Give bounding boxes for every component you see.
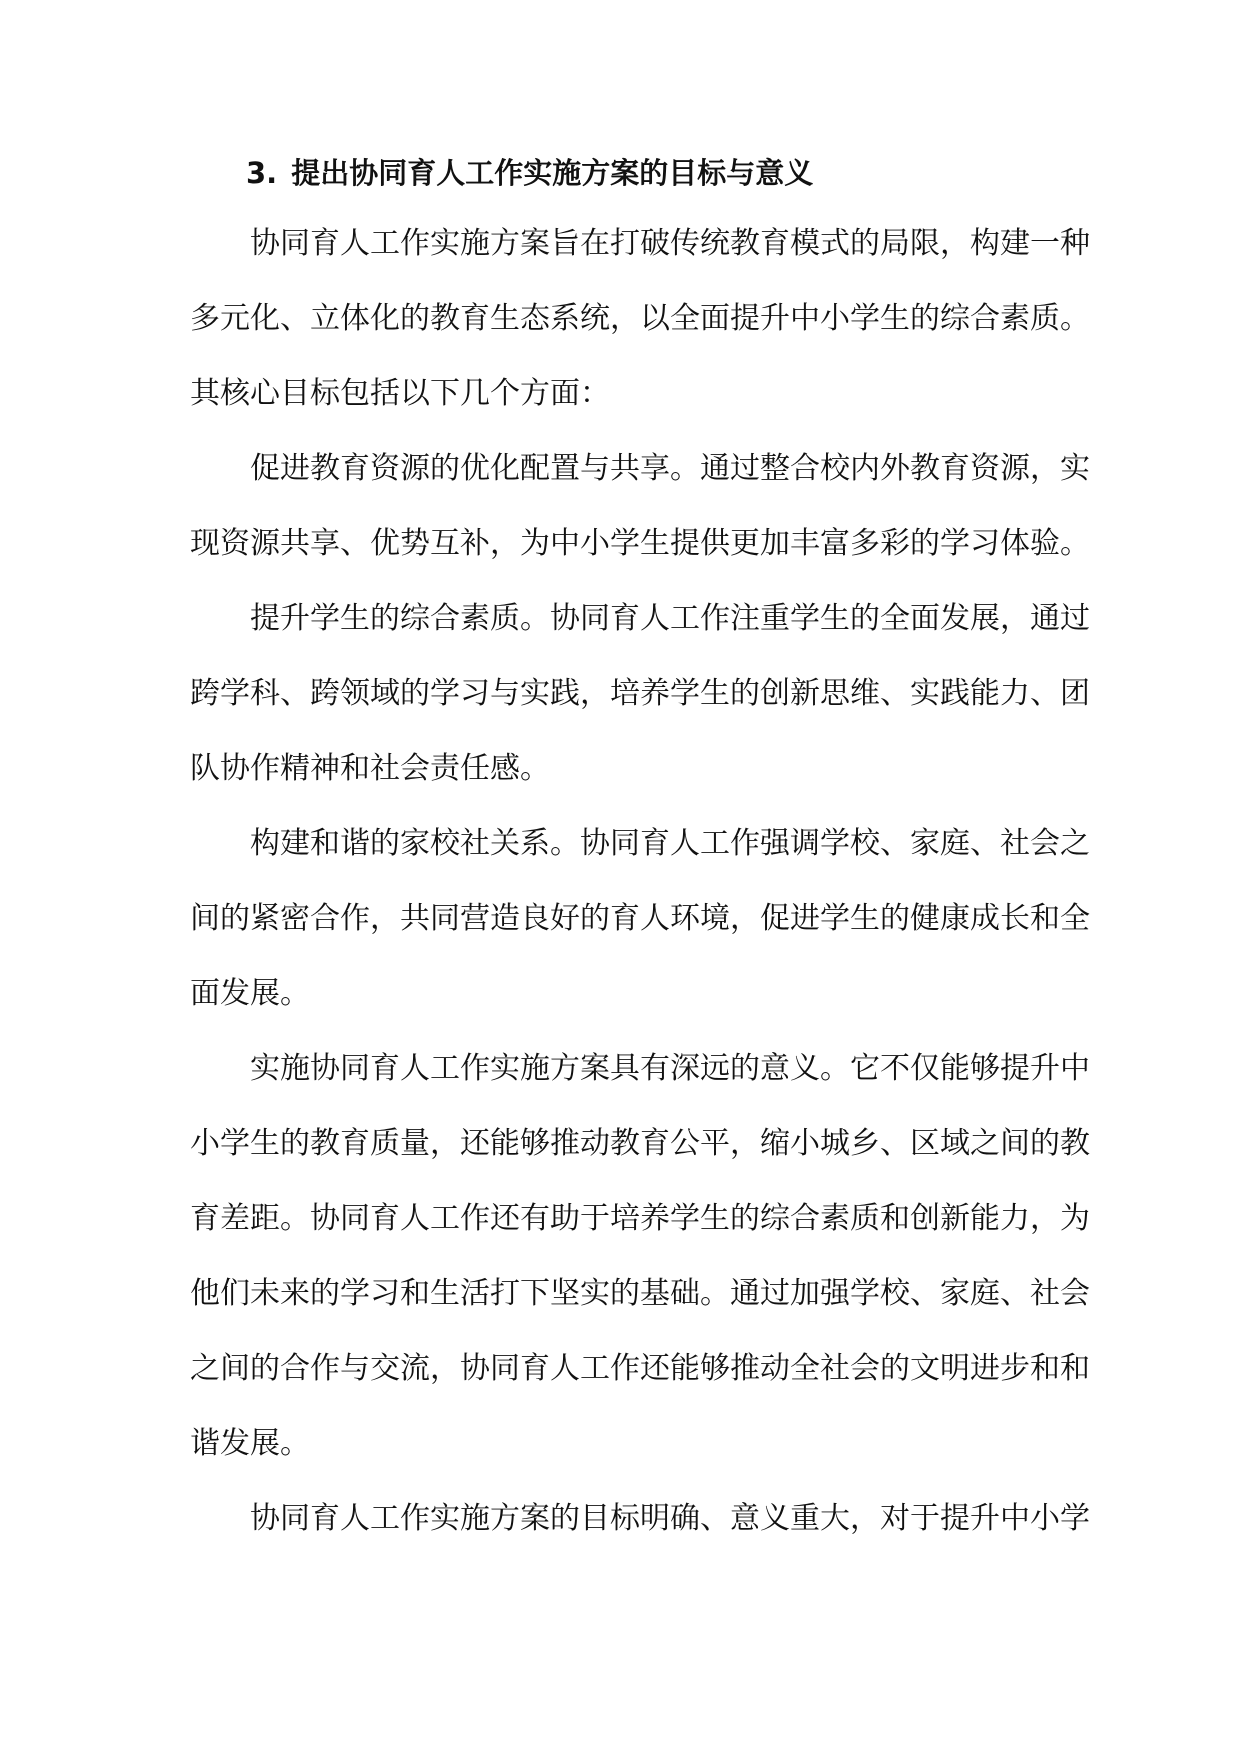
paragraph-conclusion [190,1481,1090,1556]
text-line: 面发展。 [190,976,310,1011]
text-line: 育差距。协同育人工作还有助于培养学生的综合素质和创新能力，为 [190,1201,1090,1236]
text-line: 跨学科、跨领域的学习与实践，培养学生的创新思维、实践能力、团 [190,676,1090,711]
document-body [190,148,1090,1556]
section-number: 3. [246,156,278,190]
paragraph-goals-intro [190,206,1090,431]
text-line: 实施协同育人工作实施方案具有深远的意义。它不仅能够提升中 [250,1051,1090,1086]
text-line: 其核心目标包括以下几个方面： [190,376,610,411]
paragraph-student-quality [190,581,1090,806]
text-line: 现资源共享、优势互补，为中小学生提供更加丰富多彩的学习体验。 [190,526,1090,561]
text-line: 多元化、立体化的教育生态系统，以全面提升中小学生的综合素质。 [190,301,1090,336]
paragraph-resource-sharing [190,431,1090,581]
text-line: 谐发展。 [190,1426,310,1461]
section-title: 提出协同育人工作实施方案的目标与意义 [291,156,814,190]
text-line: 协同育人工作实施方案的目标明确、意义重大，对于提升中小学 [250,1501,1090,1536]
text-line: 之间的合作与交流，协同育人工作还能够推动全社会的文明进步和和 [190,1351,1090,1386]
section-heading [246,148,1065,198]
text-line: 协同育人工作实施方案旨在打破传统教育模式的局限，构建一种 [250,226,1090,261]
text-line: 构建和谐的家校社关系。协同育人工作强调学校、家庭、社会之 [250,826,1090,861]
text-line: 队协作精神和社会责任感。 [190,751,550,786]
text-line: 小学生的教育质量，还能够推动教育公平，缩小城乡、区域之间的教 [190,1126,1090,1161]
text-line: 促进教育资源的优化配置与共享。通过整合校内外教育资源，实 [250,451,1090,486]
text-line: 间的紧密合作，共同营造良好的育人环境，促进学生的健康成长和全 [190,901,1090,936]
text-line: 他们未来的学习和生活打下坚实的基础。通过加强学校、家庭、社会 [190,1276,1090,1311]
text-line: 提升学生的综合素质。协同育人工作注重学生的全面发展，通过 [250,601,1090,636]
paragraph-home-school-society [190,806,1090,1031]
paragraph-significance [190,1031,1090,1481]
